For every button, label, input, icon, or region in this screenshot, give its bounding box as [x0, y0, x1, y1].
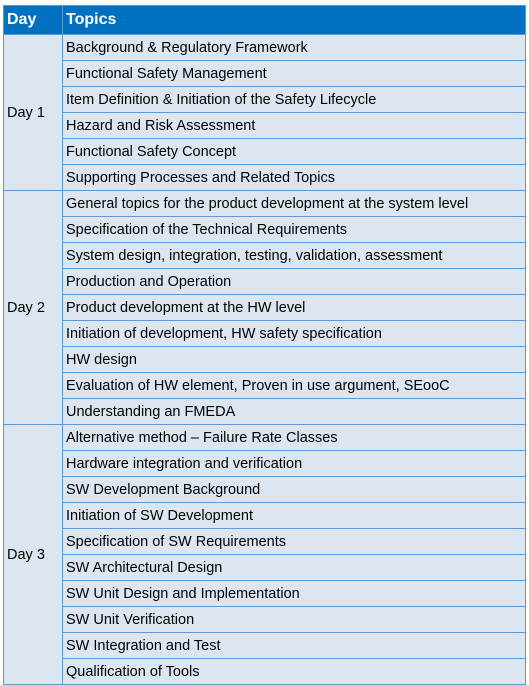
- table-row: [4, 477, 526, 503]
- day-cell-2: Day 2: [4, 191, 63, 425]
- topic-cell: Understanding an FMEDA: [63, 399, 526, 425]
- topic-cell: HW design: [63, 347, 526, 373]
- topic-cell: Item Definition & Initiation of the Safety Lifecycle: [63, 87, 526, 113]
- topic-cell: Evaluation of HW element, Proven in use argument, SEooC: [63, 373, 526, 399]
- training-schedule-table: [3, 5, 526, 685]
- table-row: [4, 659, 526, 685]
- table-row: [4, 61, 526, 87]
- table-row: [4, 295, 526, 321]
- topic-cell: Supporting Processes and Related Topics: [63, 165, 526, 191]
- topic-cell: Production and Operation: [63, 269, 526, 295]
- topic-cell: SW Unit Design and Implementation: [63, 581, 526, 607]
- topic-cell: Initiation of SW Development: [63, 503, 526, 529]
- table-row: [4, 139, 526, 165]
- topic-cell: Hazard and Risk Assessment: [63, 113, 526, 139]
- table-row: [4, 87, 526, 113]
- topic-cell: SW Architectural Design: [63, 555, 526, 581]
- table-row: [4, 217, 526, 243]
- table-row: [4, 555, 526, 581]
- topics-column-header: Topics: [63, 6, 526, 35]
- table-row: [4, 451, 526, 477]
- topic-cell: Background & Regulatory Framework: [63, 35, 526, 61]
- topic-cell: Specification of the Technical Requirements: [63, 217, 526, 243]
- topic-cell: Product development at the HW level: [63, 295, 526, 321]
- table-row: [4, 243, 526, 269]
- topic-cell: Alternative method – Failure Rate Classes: [63, 425, 526, 451]
- table-row: [4, 113, 526, 139]
- topic-cell: SW Unit Verification: [63, 607, 526, 633]
- schedule-body: [4, 35, 526, 685]
- topic-cell: Functional Safety Concept: [63, 139, 526, 165]
- table-row: [4, 191, 526, 217]
- topic-cell: Functional Safety Management: [63, 61, 526, 87]
- table-row: [4, 503, 526, 529]
- topic-cell: SW Integration and Test: [63, 633, 526, 659]
- table-row: [4, 269, 526, 295]
- topic-cell: Hardware integration and verification: [63, 451, 526, 477]
- day-column-header: Day: [4, 6, 63, 35]
- table-row: [4, 165, 526, 191]
- topic-cell: General topics for the product development at the system level: [63, 191, 526, 217]
- header-row: [4, 6, 526, 35]
- day-cell-1: Day 1: [4, 35, 63, 191]
- table-row: [4, 373, 526, 399]
- table-row: [4, 347, 526, 373]
- table-row: [4, 321, 526, 347]
- table-row: [4, 607, 526, 633]
- topic-cell: System design, integration, testing, validation, assessment: [63, 243, 526, 269]
- table-row: [4, 399, 526, 425]
- topic-cell: Specification of SW Requirements: [63, 529, 526, 555]
- topic-cell: SW Development Background: [63, 477, 526, 503]
- table-row: [4, 425, 526, 451]
- topic-cell: Initiation of development, HW safety specification: [63, 321, 526, 347]
- day-cell-3: Day 3: [4, 425, 63, 685]
- topic-cell: Qualification of Tools: [63, 659, 526, 685]
- table-row: [4, 581, 526, 607]
- table-row: [4, 633, 526, 659]
- table-row: [4, 529, 526, 555]
- table-row: [4, 35, 526, 61]
